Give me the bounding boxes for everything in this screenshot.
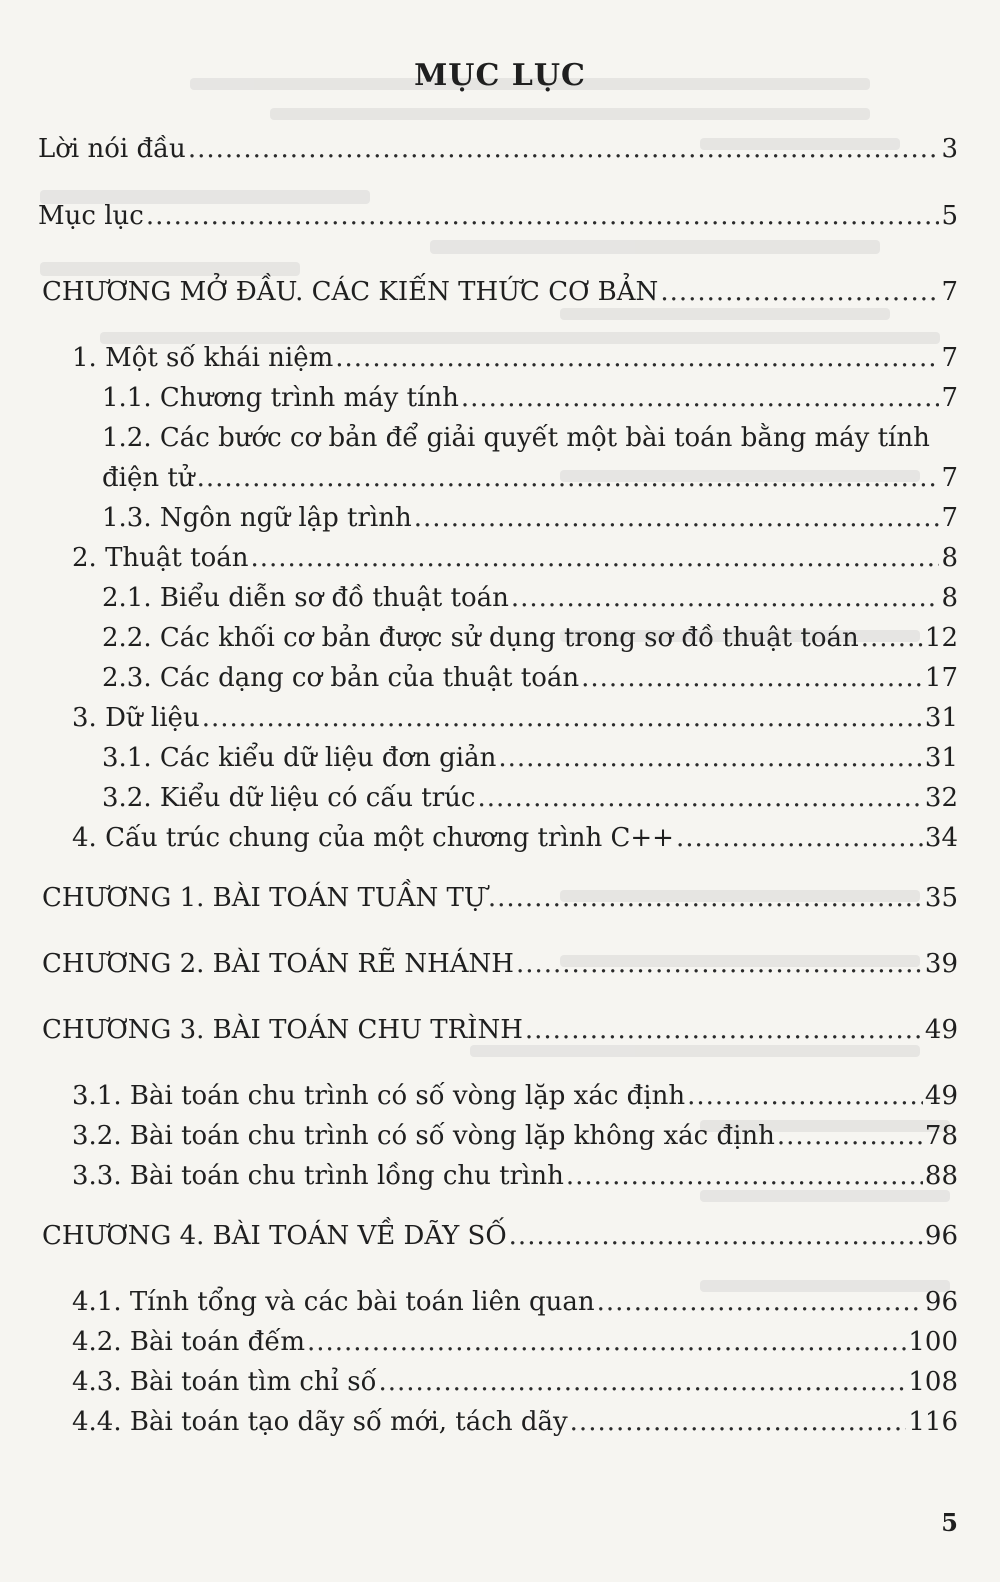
toc-entry-page: 88 (924, 1161, 958, 1191)
dot-leader (511, 582, 940, 614)
toc-entry-label: 3.2. Kiểu dữ liệu có cấu trúc (102, 783, 476, 813)
toc-entry-page: 100 (908, 1327, 958, 1357)
toc-entry-label: CHƯƠNG 1. BÀI TOÁN TUẦN TỰ (42, 883, 486, 913)
dot-leader (477, 782, 922, 814)
toc-entry-label: 4.2. Bài toán đếm (72, 1327, 305, 1357)
toc-entry[interactable] (102, 742, 958, 774)
toc-entry-label: Mục lục (38, 201, 144, 231)
toc-entry[interactable] (72, 1326, 958, 1358)
toc-entry-page: 7 (941, 383, 958, 413)
dot-leader (516, 948, 923, 980)
toc-entry-label: 1.3. Ngôn ngữ lập trình (102, 503, 412, 533)
dot-leader (687, 1080, 923, 1112)
toc-chapter[interactable] (42, 276, 958, 308)
toc-entry-label: CHƯƠNG 4. BÀI TOÁN VỀ DÃY SỐ (42, 1221, 507, 1251)
page-title: MỤC LỤC (414, 58, 586, 93)
dot-leader (660, 276, 939, 308)
toc-entry-label-line1[interactable]: 1.2. Các bước cơ bản để giải quyết một bài toán bằng máy tính (102, 423, 930, 453)
toc-entry-page: 8 (941, 543, 958, 573)
dot-leader (488, 882, 923, 914)
dot-leader (597, 1286, 923, 1318)
dot-leader (777, 1120, 923, 1152)
toc-entry-label: CHƯƠNG 3. BÀI TOÁN CHU TRÌNH (42, 1015, 523, 1045)
toc-entry[interactable] (102, 462, 958, 494)
dot-leader (581, 662, 923, 694)
toc-entry-page: 7 (941, 343, 958, 373)
toc-entry-label: 3.2. Bài toán chu trình có số vòng lặp không xác định (72, 1121, 775, 1151)
dot-leader (498, 742, 923, 774)
toc-entry-page: 7 (941, 277, 958, 307)
dot-leader (250, 542, 939, 574)
toc-entry-label: 3.1. Bài toán chu trình có số vòng lặp xác định (72, 1081, 686, 1111)
toc-entry-page: 5 (941, 201, 958, 231)
toc-entry-page: 3 (941, 134, 958, 164)
toc-entry-page: 96 (924, 1287, 958, 1317)
toc-entry[interactable] (72, 342, 958, 374)
dot-leader (197, 462, 940, 494)
toc-entry-label: CHƯƠNG MỞ ĐẦU. CÁC KIẾN THỨC CƠ BẢN (42, 277, 659, 307)
toc-chapter[interactable] (42, 948, 958, 980)
toc-entry-label: 2.2. Các khối cơ bản được sử dụng trong sơ đồ thuật toán (102, 623, 859, 653)
dot-leader (570, 1406, 907, 1438)
toc-entry[interactable] (72, 1160, 958, 1192)
toc-entry-page: 116 (908, 1407, 958, 1437)
toc-entry-page: 8 (941, 583, 958, 613)
dot-leader (146, 200, 940, 232)
toc-entry-page: 31 (924, 743, 958, 773)
dot-leader (525, 1014, 923, 1046)
toc-entry[interactable] (72, 542, 958, 574)
toc-entry-page: 49 (924, 1081, 958, 1111)
toc-entry-page: 39 (924, 949, 958, 979)
toc-entry[interactable] (102, 502, 958, 534)
toc-chapter[interactable] (42, 1220, 958, 1252)
toc-entry-page: 35 (924, 883, 958, 913)
toc-entry[interactable] (102, 782, 958, 814)
toc-entry[interactable] (72, 822, 958, 854)
toc-entry-page: 32 (924, 783, 958, 813)
dot-leader (414, 502, 940, 534)
dot-leader (307, 1326, 906, 1358)
toc-entry-page: 31 (924, 703, 958, 733)
toc-entry-label: 4. Cấu trúc chung của một chương trình C++ (72, 823, 674, 853)
toc-entry-label: 3. Dữ liệu (72, 703, 200, 733)
toc-entry[interactable] (72, 1406, 958, 1438)
dot-leader (202, 702, 923, 734)
dot-leader (461, 382, 940, 414)
toc-entry-page: 17 (924, 663, 958, 693)
toc-entry[interactable] (38, 200, 958, 232)
toc-entry-page: 34 (924, 823, 958, 853)
dot-leader (676, 822, 923, 854)
toc-entry[interactable] (72, 702, 958, 734)
toc-entry[interactable] (38, 133, 958, 165)
toc-entry-page: 108 (908, 1367, 958, 1397)
toc-entry-label: 4.3. Bài toán tìm chỉ số (72, 1367, 377, 1397)
toc-entry-label: 2.3. Các dạng cơ bản của thuật toán (102, 663, 580, 693)
dot-leader (188, 133, 940, 165)
toc-entry[interactable] (102, 382, 958, 414)
toc-entry-page: 78 (924, 1121, 958, 1151)
dot-leader (379, 1366, 907, 1398)
dot-leader (509, 1220, 923, 1252)
toc-entry-label: 2.1. Biểu diễn sơ đồ thuật toán (102, 583, 509, 613)
toc-entry-label: 1. Một số khái niệm (72, 343, 334, 373)
toc-entry-label: 3.3. Bài toán chu trình lồng chu trình (72, 1161, 564, 1191)
toc-entry[interactable] (72, 1286, 958, 1318)
toc-entry[interactable] (102, 662, 958, 694)
dot-leader (861, 622, 923, 654)
page-number: 5 (941, 1508, 958, 1537)
toc-chapter[interactable] (42, 882, 958, 914)
toc-entry-label: 4.4. Bài toán tạo dãy số mới, tách dãy (72, 1407, 568, 1437)
toc-entry-label: 3.1. Các kiểu dữ liệu đơn giản (102, 743, 497, 773)
toc-entry-label: 2. Thuật toán (72, 543, 249, 573)
toc-entry[interactable] (102, 622, 958, 654)
toc-entry[interactable] (72, 1080, 958, 1112)
toc-entry-page: 7 (941, 463, 958, 493)
toc-entry-page: 7 (941, 503, 958, 533)
toc-entry-label: CHƯƠNG 2. BÀI TOÁN RẼ NHÁNH (42, 949, 514, 979)
toc-chapter[interactable] (42, 1014, 958, 1046)
toc-entry[interactable] (72, 1120, 958, 1152)
toc-entry-label: điện tử (102, 463, 195, 493)
dot-leader (566, 1160, 923, 1192)
toc-entry[interactable] (72, 1366, 958, 1398)
dot-leader (335, 342, 939, 374)
toc-entry-label: 4.1. Tính tổng và các bài toán liên quan (72, 1287, 595, 1317)
toc-entry[interactable] (102, 582, 958, 614)
toc-entry-page: 96 (924, 1221, 958, 1251)
toc-entry-label: Lời nói đầu (38, 134, 186, 164)
toc-entry-page: 49 (924, 1015, 958, 1045)
toc-entry-page: 12 (924, 623, 958, 653)
toc-entry-label: 1.1. Chương trình máy tính (102, 383, 459, 413)
